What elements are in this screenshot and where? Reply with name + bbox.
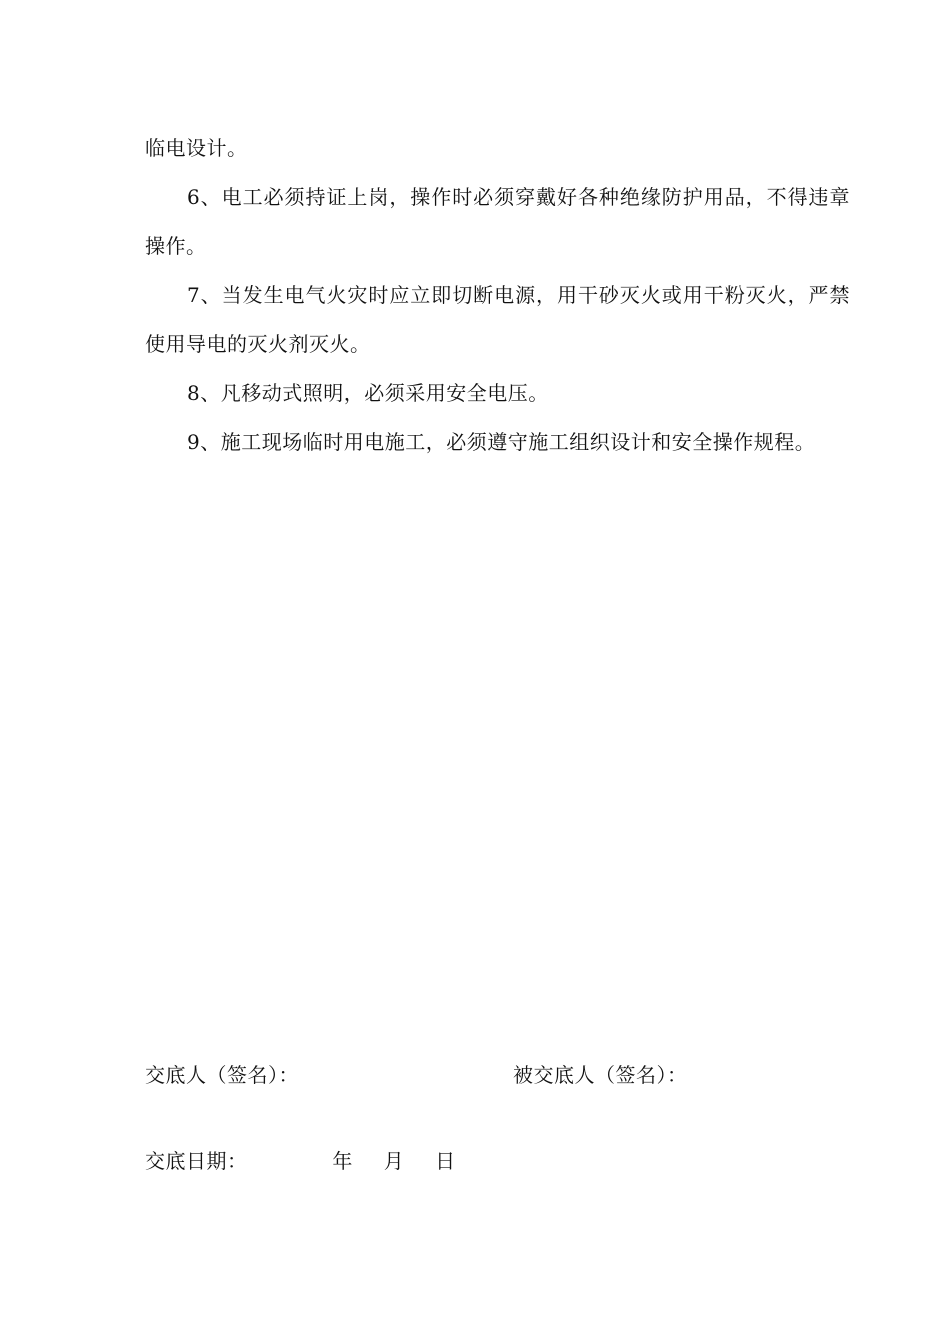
- document-body: [145, 124, 850, 467]
- handover-person-label: 交底人（签名）：: [145, 1063, 299, 1087]
- date-day-label: 日: [435, 1149, 456, 1173]
- paragraph-item-7: 7、当发生电气火灾时应立即切断电源，用干砂灭火或用干粉灭火，严禁使用导电的灭火剂灭火。: [145, 283, 850, 356]
- date-month-label: 月: [383, 1149, 405, 1173]
- paragraph-item-8: 8、凡移动式照明，必须采用安全电压。: [187, 381, 549, 405]
- paragraph-continuation: 临电设计。: [145, 136, 248, 160]
- paragraph-item-6: 6、电工必须持证上岗，操作时必须穿戴好各种绝缘防护用品，不得违章操作。: [145, 185, 850, 258]
- paragraph-item-9: 9、施工现场临时用电施工，必须遵守施工组织设计和安全操作规程。: [187, 430, 816, 454]
- handover-date-row: [145, 1146, 456, 1176]
- receiver-person-label: 被交底人（签名）：: [513, 1063, 688, 1087]
- date-year-label: 年: [332, 1149, 353, 1173]
- date-label: 交底日期：: [145, 1149, 248, 1173]
